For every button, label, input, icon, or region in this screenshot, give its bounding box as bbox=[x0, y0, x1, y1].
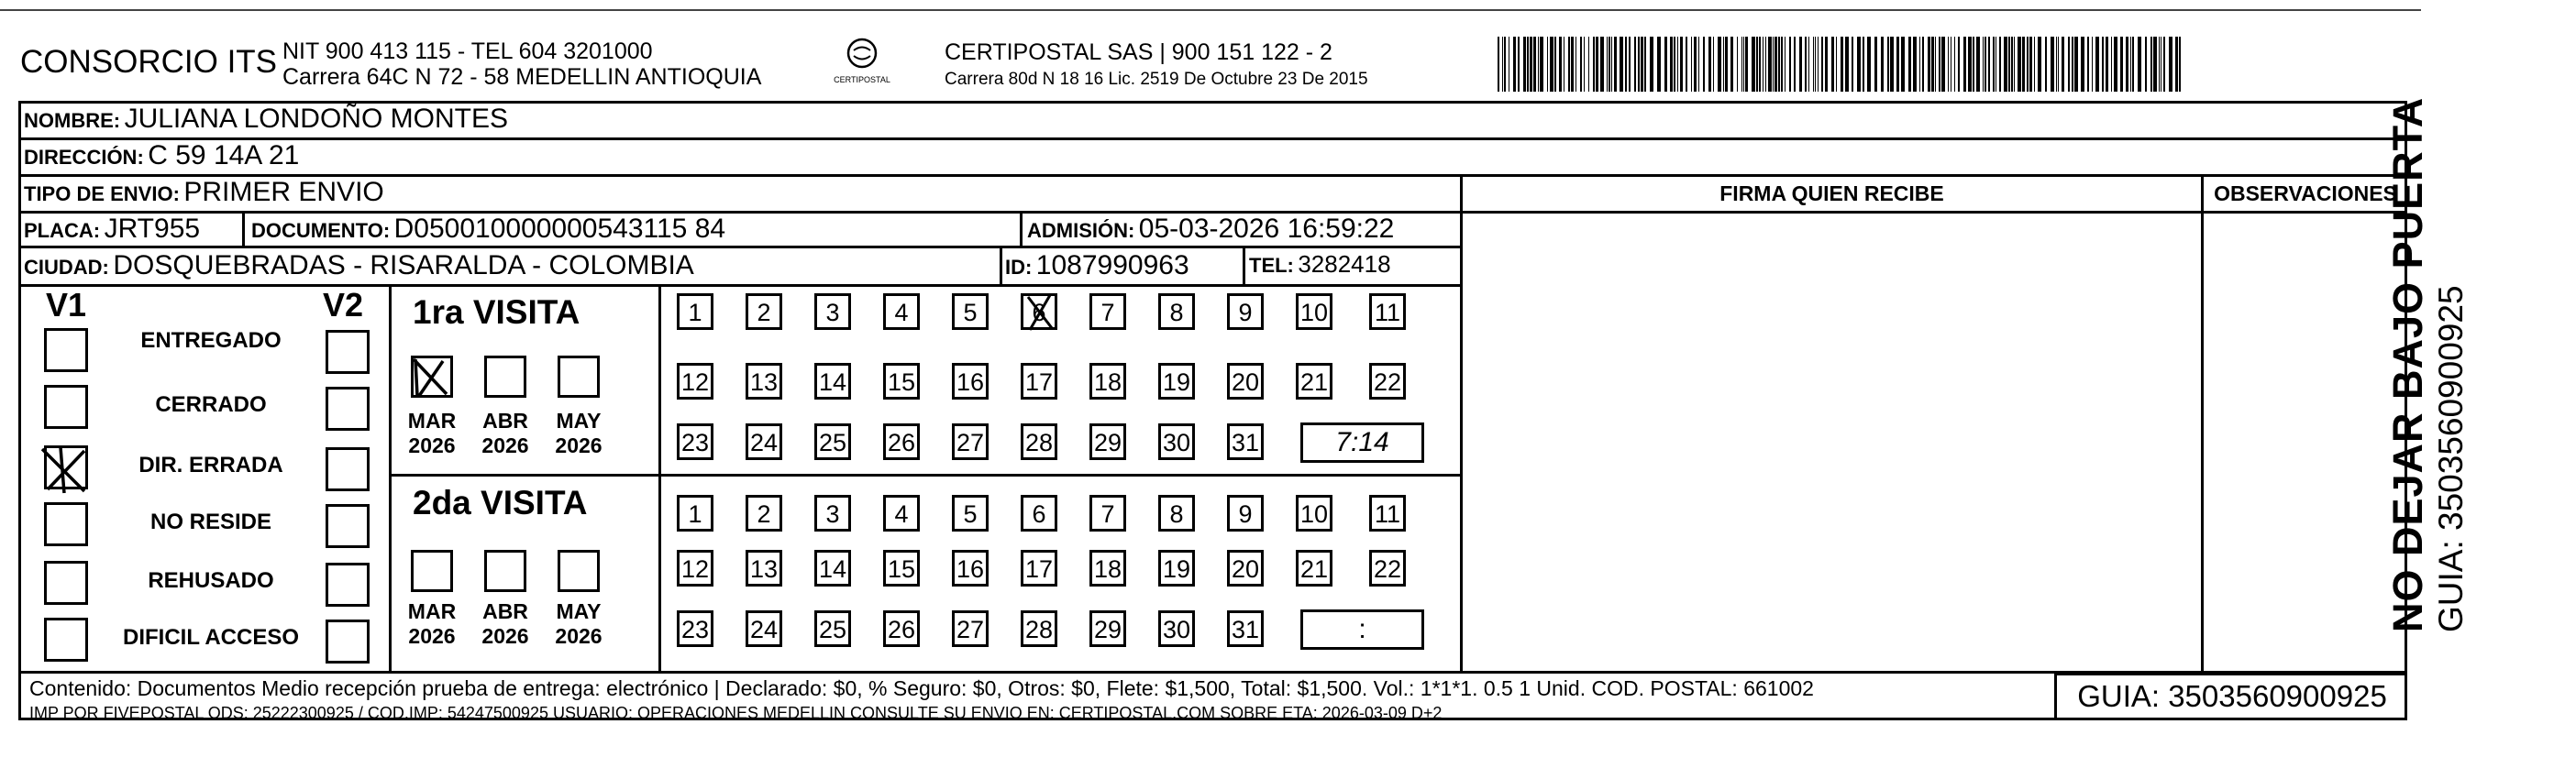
logo-text: CERTIPOSTAL bbox=[834, 75, 890, 84]
ciudad-label: CIUDAD: bbox=[24, 256, 109, 279]
second-visit-title: 2da VISITA bbox=[413, 484, 588, 521]
first-day-box[interactable]: 13 bbox=[746, 363, 782, 400]
second-day-box[interactable]: 7 bbox=[1089, 495, 1126, 532]
status-label: CERRADO bbox=[155, 392, 267, 417]
first-time-box[interactable]: 7:14 bbox=[1300, 422, 1424, 463]
first-day-box[interactable]: 7 bbox=[1089, 293, 1126, 330]
first-day-box[interactable]: 24 bbox=[746, 423, 782, 460]
rule bbox=[1000, 246, 1002, 284]
first-month-label: ABR 2026 bbox=[481, 409, 529, 457]
second-day-box[interactable]: 8 bbox=[1158, 495, 1195, 532]
handwritten-check-mark bbox=[1023, 291, 1059, 335]
v1-checkbox[interactable] bbox=[44, 385, 88, 429]
first-month-checkbox[interactable] bbox=[484, 356, 526, 398]
rule bbox=[2201, 174, 2204, 673]
second-day-box[interactable]: 17 bbox=[1021, 550, 1057, 587]
direccion-row bbox=[24, 140, 299, 171]
status-label: NO RESIDE bbox=[149, 510, 272, 534]
second-day-box[interactable]: 29 bbox=[1089, 610, 1126, 647]
second-day-box[interactable]: 12 bbox=[677, 550, 713, 587]
second-month-checkbox[interactable] bbox=[411, 550, 453, 592]
second-day-box[interactable]: 13 bbox=[746, 550, 782, 587]
company-info bbox=[282, 38, 761, 90]
footer-contenido: Contenido: Documentos Medio recepción prueba de entrega: electrónico | Declarado: $0, % Seguro: $0, Otros: $0, Flete: $1,500, Total: $1,500. Vol.: 1*1*1. 0.5 1 Unid. COD. POSTAL: 661002 bbox=[29, 676, 1814, 700]
second-day-box[interactable]: 11 bbox=[1369, 495, 1406, 532]
second-day-box[interactable]: 30 bbox=[1158, 610, 1195, 647]
first-day-box[interactable]: 9 bbox=[1227, 293, 1264, 330]
second-day-box[interactable]: 31 bbox=[1227, 610, 1264, 647]
first-visit-title: 1ra VISITA bbox=[413, 293, 580, 331]
id-cell bbox=[1005, 250, 1189, 281]
first-day-box[interactable]: 18 bbox=[1089, 363, 1126, 400]
ciudad-cell bbox=[24, 250, 694, 281]
rule bbox=[18, 671, 2407, 674]
placa-value: JRT955 bbox=[104, 214, 201, 244]
second-day-box[interactable]: 14 bbox=[814, 550, 851, 587]
tel-label: TEL: bbox=[1249, 254, 1294, 277]
nombre-label: NOMBRE: bbox=[24, 109, 121, 132]
firma-header: FIRMA QUIEN RECIBE bbox=[1719, 181, 1944, 205]
second-time-box[interactable]: : bbox=[1300, 609, 1424, 650]
nombre-row bbox=[24, 104, 508, 135]
first-day-box[interactable]: 15 bbox=[883, 363, 920, 400]
v1-checkbox[interactable] bbox=[44, 618, 88, 662]
documento-value: D050010000000543115 84 bbox=[393, 214, 726, 244]
second-day-box[interactable]: 19 bbox=[1158, 550, 1195, 587]
first-day-box[interactable]: 26 bbox=[883, 423, 920, 460]
second-day-box[interactable]: 4 bbox=[883, 495, 920, 532]
first-day-box[interactable]: 1 bbox=[677, 293, 713, 330]
guia-box: GUIA: 3503560900925 bbox=[2054, 673, 2407, 720]
first-day-box[interactable]: 12 bbox=[677, 363, 713, 400]
first-month-label: MAR 2026 bbox=[407, 409, 457, 457]
first-day-box[interactable]: 31 bbox=[1227, 423, 1264, 460]
second-day-box[interactable]: 2 bbox=[746, 495, 782, 532]
side-warning: NO DEJAR BAJO PUERTA bbox=[2384, 96, 2431, 632]
first-day-box[interactable]: 6 bbox=[1021, 293, 1057, 330]
second-month-label: ABR 2026 bbox=[481, 599, 529, 648]
v2-checkbox[interactable] bbox=[326, 387, 370, 431]
side-guia: GUIA: 3503560900925 bbox=[2432, 285, 2470, 632]
side-text bbox=[2384, 97, 2471, 632]
status-label: DIFICIL ACCESO bbox=[122, 625, 299, 650]
second-day-box[interactable]: 10 bbox=[1296, 495, 1332, 532]
nit-line: NIT 900 413 115 - TEL 604 3201000 bbox=[282, 38, 653, 64]
first-day-box[interactable]: 23 bbox=[677, 423, 713, 460]
second-day-box[interactable]: 21 bbox=[1296, 550, 1332, 587]
placa-label: PLACA: bbox=[24, 219, 101, 242]
second-day-box[interactable]: 5 bbox=[952, 495, 989, 532]
v2-checkbox[interactable] bbox=[326, 447, 370, 491]
second-day-box[interactable]: 28 bbox=[1021, 610, 1057, 647]
rule bbox=[18, 284, 1460, 287]
tipo-row bbox=[24, 177, 384, 208]
second-day-box[interactable]: 18 bbox=[1089, 550, 1126, 587]
first-day-box[interactable]: 30 bbox=[1158, 423, 1195, 460]
company-name: CONSORCIO ITS bbox=[20, 44, 278, 80]
placa-cell bbox=[24, 214, 200, 245]
tipo-value: PRIMER ENVIO bbox=[183, 177, 384, 207]
v1-checkbox[interactable] bbox=[44, 328, 88, 372]
status-label: REHUSADO bbox=[148, 568, 274, 593]
ciudad-value: DOSQUEBRADAS - RISARALDA - COLOMBIA bbox=[113, 250, 694, 280]
rule bbox=[1020, 211, 1023, 247]
first-month-label: MAY 2026 bbox=[555, 409, 603, 457]
first-day-box[interactable]: 3 bbox=[814, 293, 851, 330]
rule bbox=[1460, 211, 2407, 214]
v2-checkbox[interactable] bbox=[326, 330, 370, 374]
first-day-box[interactable]: 5 bbox=[952, 293, 989, 330]
status-label: DIR. ERRADA bbox=[138, 453, 283, 477]
v1-checkbox[interactable] bbox=[44, 561, 88, 605]
first-month-checkbox[interactable] bbox=[558, 356, 600, 398]
footer-impresion: IMP POR FIVEPOSTAL ODS: 25222300925 / COD.IMP: 54247500925 USUARIO: OPERACIONES MEDELLIN CONSULTE SU ENVIO EN: CERTIPOSTAL.COM SOBRE ETA: 2026-03-09 D+2 bbox=[29, 704, 1443, 722]
address-line: Carrera 64C N 72 - 58 MEDELLIN ANTIOQUIA bbox=[282, 64, 762, 90]
tel-cell bbox=[1249, 250, 1391, 279]
second-day-box[interactable]: 16 bbox=[952, 550, 989, 587]
rule bbox=[1460, 174, 1463, 673]
direccion-value: C 59 14A 21 bbox=[148, 140, 300, 170]
handwritten-check-mark bbox=[37, 445, 92, 495]
first-day-box[interactable]: 16 bbox=[952, 363, 989, 400]
second-day-box[interactable]: 1 bbox=[677, 495, 713, 532]
second-day-box[interactable]: 27 bbox=[952, 610, 989, 647]
second-day-box[interactable]: 20 bbox=[1227, 550, 1264, 587]
id-value: 1087990963 bbox=[1035, 250, 1189, 280]
barcode bbox=[1498, 37, 2181, 92]
first-day-box[interactable]: 22 bbox=[1369, 363, 1406, 400]
first-day-box[interactable]: 17 bbox=[1021, 363, 1057, 400]
v1-checkbox[interactable] bbox=[44, 502, 88, 546]
status-label: ENTREGADO bbox=[140, 328, 282, 353]
second-day-box[interactable]: 24 bbox=[746, 610, 782, 647]
second-day-box[interactable]: 22 bbox=[1369, 550, 1406, 587]
first-day-box[interactable]: 29 bbox=[1089, 423, 1126, 460]
second-day-box[interactable]: 23 bbox=[677, 610, 713, 647]
v2-checkbox[interactable] bbox=[326, 620, 370, 664]
first-day-box[interactable]: 19 bbox=[1158, 363, 1195, 400]
tel-value: 3282418 bbox=[1298, 250, 1391, 278]
second-month-label: MAY 2026 bbox=[555, 599, 603, 648]
admision-cell bbox=[1027, 214, 1394, 245]
first-day-box[interactable]: 14 bbox=[814, 363, 851, 400]
v2-header: V2 bbox=[323, 286, 364, 324]
second-day-box[interactable]: 3 bbox=[814, 495, 851, 532]
license-line: Carrera 80d N 18 16 Lic. 2519 De Octubre 23 De 2015 bbox=[945, 70, 1368, 89]
second-day-box[interactable]: 26 bbox=[883, 610, 920, 647]
second-month-label: MAR 2026 bbox=[407, 599, 457, 648]
first-day-box[interactable]: 8 bbox=[1158, 293, 1195, 330]
second-day-box[interactable]: 15 bbox=[883, 550, 920, 587]
top-rule bbox=[0, 9, 2421, 11]
tipo-label: TIPO DE ENVIO: bbox=[24, 182, 180, 205]
rule bbox=[1243, 246, 1245, 284]
admision-value: 05-03-2026 16:59:22 bbox=[1138, 214, 1395, 244]
second-month-checkbox[interactable] bbox=[558, 550, 600, 592]
first-day-box[interactable]: 27 bbox=[952, 423, 989, 460]
second-month-checkbox[interactable] bbox=[484, 550, 526, 592]
handwritten-check-mark bbox=[406, 354, 454, 401]
first-day-box[interactable]: 25 bbox=[814, 423, 851, 460]
direccion-label: DIRECCIÓN: bbox=[24, 146, 144, 169]
first-day-box[interactable]: 21 bbox=[1296, 363, 1332, 400]
first-day-box[interactable]: 28 bbox=[1021, 423, 1057, 460]
documento-cell bbox=[251, 214, 725, 245]
first-day-box[interactable]: 10 bbox=[1296, 293, 1332, 330]
second-day-box[interactable]: 6 bbox=[1021, 495, 1057, 532]
observaciones-header: OBSERVACIONES bbox=[2214, 181, 2397, 205]
nombre-value: JULIANA LONDOÑO MONTES bbox=[124, 104, 508, 134]
rule bbox=[389, 284, 392, 673]
rule bbox=[389, 474, 1460, 477]
documento-label: DOCUMENTO: bbox=[251, 219, 391, 242]
id-label: ID: bbox=[1005, 256, 1033, 279]
rule bbox=[18, 137, 2407, 140]
second-day-box[interactable]: 25 bbox=[814, 610, 851, 647]
second-day-box[interactable]: 9 bbox=[1227, 495, 1264, 532]
admision-label: ADMISIÓN: bbox=[1027, 219, 1135, 242]
first-day-box[interactable]: 2 bbox=[746, 293, 782, 330]
v2-checkbox[interactable] bbox=[326, 563, 370, 607]
first-day-box[interactable]: 20 bbox=[1227, 363, 1264, 400]
certipostal-logo bbox=[821, 37, 903, 88]
rule bbox=[658, 284, 661, 673]
v2-checkbox[interactable] bbox=[326, 504, 370, 548]
v1-header: V1 bbox=[46, 286, 87, 324]
postal-info bbox=[945, 38, 1368, 93]
first-day-box[interactable]: 4 bbox=[883, 293, 920, 330]
rule bbox=[242, 211, 245, 247]
postal-line: CERTIPOSTAL SAS | 900 151 122 - 2 bbox=[945, 39, 1332, 65]
first-day-box[interactable]: 11 bbox=[1369, 293, 1406, 330]
